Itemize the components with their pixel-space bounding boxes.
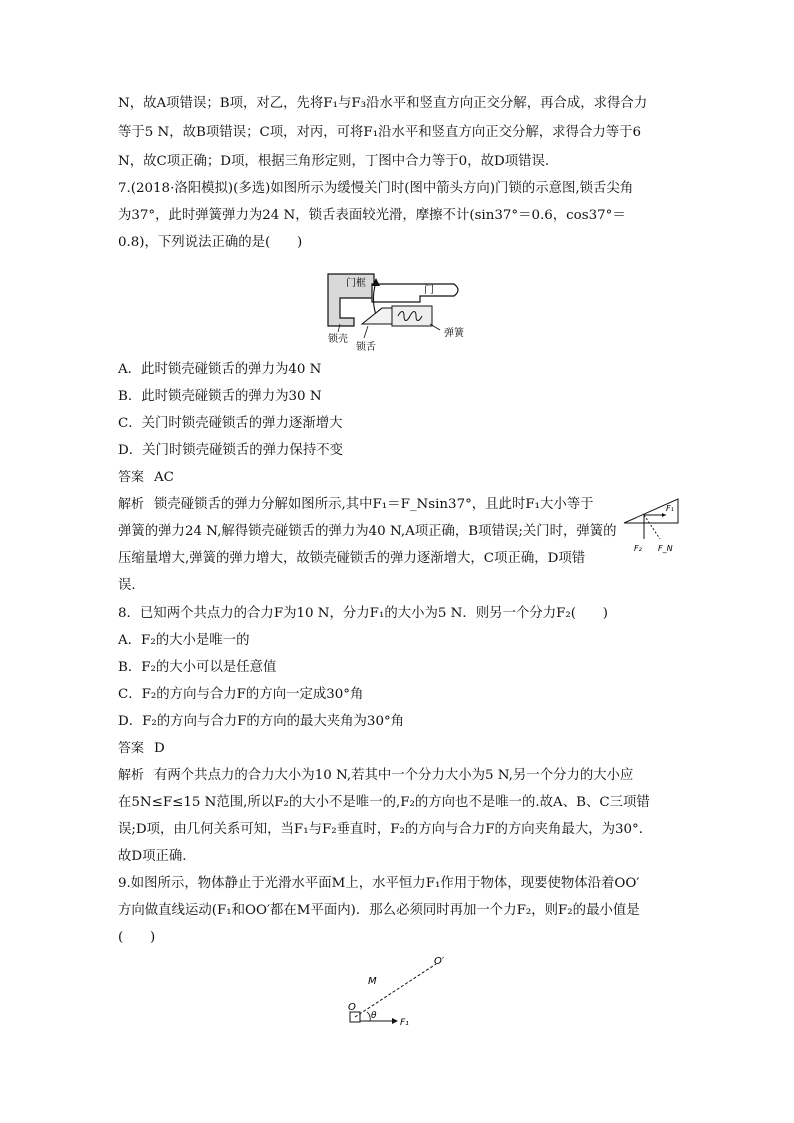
option-a: A．此时锁壳碰锁舌的弹力为40 N <box>118 362 322 377</box>
analysis-text: 锁壳碰锁舌的弹力分解如图所示,其中F₁＝F_Nsin37°，且此时F₁大小等于 <box>154 497 594 512</box>
option-d: D．F₂的方向与合力F的方向的最大夹角为30°角 <box>118 714 405 729</box>
label-theta: θ <box>371 1011 377 1021</box>
answer-value: AC <box>154 470 174 485</box>
analysis-line <box>118 767 633 785</box>
analysis-line <box>118 496 594 514</box>
answer-line <box>118 740 165 758</box>
label-f2: F₂ <box>634 544 642 553</box>
label-lock-tongue: 锁舌 <box>356 342 376 353</box>
option-b: B．此时锁壳碰锁舌的弹力为30 N <box>118 389 322 404</box>
label-point-o-prime: O′ <box>434 956 445 967</box>
label-door: 门 <box>424 285 434 296</box>
question-9-stem: ( ) <box>118 930 156 945</box>
label-fn: F_N <box>658 544 673 553</box>
analysis-line: 故D项正确. <box>118 849 187 864</box>
force-decomposition-figure <box>622 497 684 559</box>
analysis-line: 在5N≤F≤15 N范围,所以F₂的大小不是唯一的,F₂的方向也不是唯一的.故A、B、C三项错 <box>118 795 650 810</box>
analysis-line: 弹簧的弹力24 N,解得锁壳碰锁舌的弹力为40 N,A项正确，B项错误;关门时，弹簧的 <box>118 524 617 539</box>
door-lock-figure <box>316 262 476 354</box>
answer-value: D <box>154 741 165 756</box>
question-8-stem: 8．已知两个共点力的合力F为10 N，分力F₁的大小为5 N．则另一个分力F₂( ) <box>118 606 609 621</box>
option-a: A．F₂的大小是唯一的 <box>118 633 250 648</box>
analysis-text: 有两个共点力的合力大小为10 N,若其中一个分力大小为5 N,另一个分力的大小应 <box>154 768 634 783</box>
label-lock-housing: 锁壳 <box>328 334 348 345</box>
analysis-line: 误. <box>118 578 136 593</box>
option-b: B．F₂的大小可以是任意值 <box>118 660 277 675</box>
question-7-stem: 7.(2018·洛阳模拟)(多选)如图所示为缓慢关门时(图中箭头方向)门锁的示意图,锁舌尖角 <box>118 181 634 196</box>
text-line: 等于5 N，故B项错误；C项，对丙，可将F₁沿水平和竖直方向正交分解，求得合力等于6 <box>118 125 642 140</box>
label-f1: F₁ <box>666 504 674 513</box>
analysis-label: 解析 <box>118 497 145 512</box>
answer-label: 答案 <box>118 470 145 485</box>
label-door-frame: 门框 <box>346 278 366 289</box>
analysis-line: 压缩量增大,弹簧的弹力增大，故锁壳碰锁舌的弹力逐渐增大，C项正确，D项错 <box>118 551 586 566</box>
text-line: N，故C项正确；D项，根据三角形定则，丁图中合力等于0，故D项错误. <box>118 154 550 169</box>
question-9-stem: 方向做直线运动(F₁和OO′都在M平面内)．那么必须同时再加一个力F₂，则F₂的最小值是 <box>118 903 640 918</box>
option-c: C．关门时锁壳碰锁舌的弹力逐渐增大 <box>118 416 343 431</box>
label-spring: 弹簧 <box>444 328 464 339</box>
analysis-line: 误;D项，由几何关系可知，当F₁与F₂垂直时，F₂的方向与合力F的方向夹角最大，为30°． <box>118 822 653 837</box>
answer-label: 答案 <box>118 741 145 756</box>
question-7-stem: 0.8)，下列说法正确的是( ) <box>118 235 303 250</box>
option-d: D．关门时锁壳碰锁舌的弹力保持不变 <box>118 443 343 458</box>
label-point-o: O <box>348 1002 356 1013</box>
analysis-label: 解析 <box>118 768 145 783</box>
label-f1: F₁ <box>400 1018 409 1028</box>
text-line: N，故A项错误；B项，对乙，先将F₁与F₃沿水平和竖直方向正交分解，再合成，求得合力 <box>118 96 648 111</box>
question-9-stem: 9.如图所示，物体静止于光滑水平面M上，水平恒力F₁作用于物体，现要使物体沿着OO′ <box>118 876 640 891</box>
question-7-stem: 为37°，此时弹簧弹力为24 N，锁舌表面较光滑，摩擦不计(sin37°＝0.6，cos37°＝ <box>118 208 626 223</box>
answer-line <box>118 469 174 487</box>
label-plane-m: M <box>368 976 377 987</box>
option-c: C．F₂的方向与合力F的方向一定成30°角 <box>118 687 364 702</box>
plane-force-figure <box>340 952 460 1032</box>
